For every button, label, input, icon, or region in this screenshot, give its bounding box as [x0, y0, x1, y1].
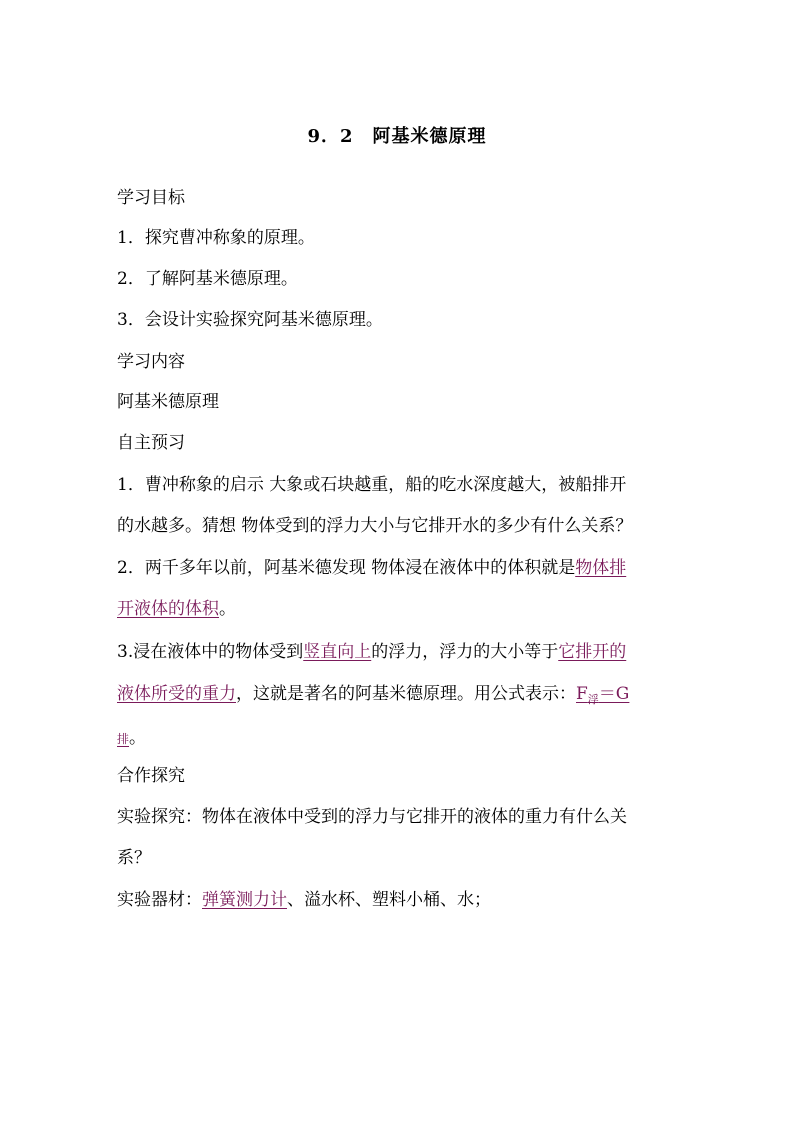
formula-f: F — [576, 684, 588, 704]
preview-item-1-line-2: 的水越多。猜想 物体受到的浮力大小与它排开水的多少有什么关系？ — [117, 516, 633, 536]
preview-item-3-line-1 — [117, 641, 687, 663]
equipment-label: 实验器材： — [117, 890, 202, 910]
formula-subscript-displaced: 排 — [117, 732, 130, 746]
content-topic: 阿基米德原理 — [117, 392, 219, 412]
preview-item-2-line-2 — [117, 598, 687, 620]
page-title: 9．2 阿基米德原理 — [307, 126, 487, 147]
preview-item-2-end: 。 — [219, 599, 236, 619]
heading-cooperative-inquiry: 合作探究 — [117, 766, 185, 786]
answer-blank: 它排开的 — [558, 642, 627, 662]
preview-item-3-line-3 — [117, 727, 687, 750]
preview-item-2-text: 2．两千多年以前，阿基米德发现 物体浸在液体中的体积就是 — [117, 558, 576, 578]
experiment-question-line-2: 系？ — [117, 848, 151, 868]
formula-subscript-float: 浮 — [587, 693, 599, 706]
preview-item-2-line-1 — [117, 557, 687, 579]
answer-blank: 液体所受的重力 — [117, 684, 236, 704]
answer-blank: 开液体的体积 — [117, 599, 219, 619]
formula-answer — [576, 684, 629, 704]
experiment-equipment — [117, 889, 687, 911]
preview-item-3-text-a: 3.浸在液体中的物体受到 — [117, 642, 304, 662]
preview-item-3-line-2 — [117, 683, 687, 707]
goal-item-2: 2．了解阿基米德原理。 — [117, 269, 298, 289]
preview-item-3-text-b: 的浮力，浮力的大小等于 — [371, 642, 559, 662]
preview-item-3-text-c: ，这就是著名的阿基米德原理。用公式表示： — [236, 684, 576, 704]
preview-item-1-line-1: 1．曹冲称象的启示 大象或石块越重，船的吃水深度越大，被船排开 — [117, 475, 627, 495]
experiment-question-line-1: 实验探究：物体在液体中受到的浮力与它排开的液体的重力有什么关 — [117, 807, 627, 827]
answer-blank: 竖直向上 — [303, 642, 372, 662]
heading-self-preview: 自主预习 — [117, 433, 185, 453]
goal-item-1: 1．探究曹冲称象的原理。 — [117, 228, 315, 248]
formula-equals-g: ＝G — [598, 684, 630, 704]
equipment-rest: 、溢水杯、塑料小桶、水； — [287, 890, 491, 910]
goal-item-3: 3．会设计实验探究阿基米德原理。 — [117, 310, 383, 330]
preview-item-3-end: 。 — [129, 728, 147, 748]
heading-learning-content: 学习内容 — [117, 352, 185, 372]
answer-blank: 物体排 — [575, 558, 627, 578]
heading-learning-goals: 学习目标 — [117, 188, 185, 208]
answer-blank: 弹簧测力计 — [202, 890, 287, 910]
